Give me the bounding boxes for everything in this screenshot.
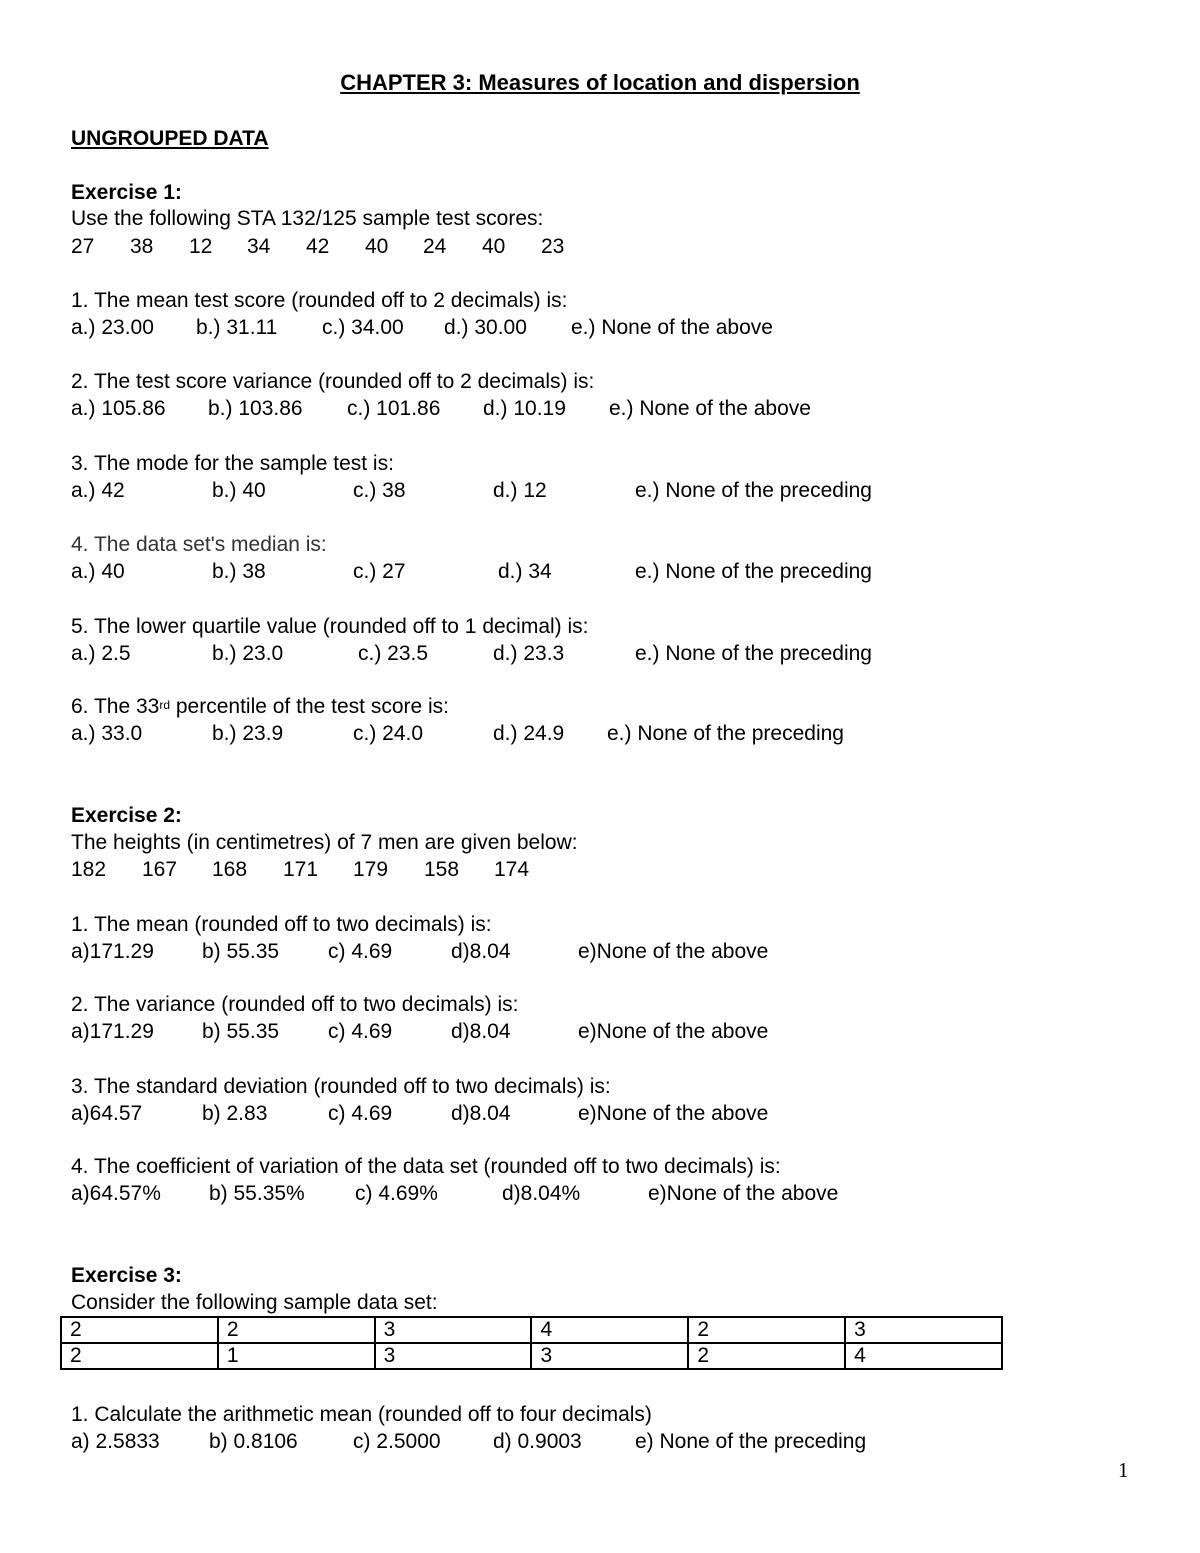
option-e: e)None of the above — [578, 1020, 769, 1043]
table-cell: 2 — [61, 1343, 218, 1369]
option-a: a.) 33.0 — [71, 722, 143, 745]
question-text: 1. Calculate the arithmetic mean (rounded off to four decimals) — [71, 1403, 652, 1426]
option-d: d)8.04 — [451, 940, 511, 963]
option-b: b.) 103.86 — [208, 397, 303, 420]
data-value: 167 — [142, 858, 178, 881]
question-options — [0, 640, 1200, 668]
question-text: 1. The mean (rounded off to two decimals) is: — [71, 913, 492, 936]
option-a: a.) 40 — [71, 560, 125, 583]
data-value: 182 — [71, 858, 107, 881]
option-d: d.) 30.00 — [444, 316, 527, 339]
section-heading: UNGROUPED DATA — [71, 127, 269, 150]
option-c: c.) 38 — [353, 479, 406, 502]
option-a: a)171.29 — [71, 1020, 154, 1043]
data-value: 42 — [306, 235, 330, 258]
option-e: e.) None of the preceding — [635, 560, 872, 583]
option-a: a.) 23.00 — [71, 316, 154, 339]
option-c: c.) 101.86 — [347, 397, 441, 420]
option-d: d.) 23.3 — [493, 642, 565, 665]
option-b: b.) 23.9 — [212, 722, 284, 745]
data-value: 24 — [423, 235, 447, 258]
question-text: 4. The coefficient of variation of the data set (rounded off to two decimals) is: — [71, 1155, 781, 1178]
question-text: 4. The data set's median is: — [71, 533, 327, 556]
question-text-before: 6. The 33 — [71, 695, 160, 718]
option-a: a.) 42 — [71, 479, 125, 502]
exercise3-heading: Exercise 3: — [71, 1264, 182, 1287]
data-value: 23 — [541, 235, 565, 258]
option-d: d)8.04 — [451, 1020, 511, 1043]
table-cell: 2 — [688, 1317, 845, 1343]
question-text-after: percentile of the test score is: — [170, 695, 449, 718]
question-options — [0, 558, 1200, 586]
option-a: a)64.57 — [71, 1102, 143, 1125]
option-a: a.) 105.86 — [71, 397, 166, 420]
option-a: a) 2.5833 — [71, 1430, 160, 1453]
question-options — [0, 395, 1200, 423]
option-a: a)171.29 — [71, 940, 154, 963]
question-text: 2. The variance (rounded off to two decimals) is: — [71, 993, 519, 1016]
table-cell: 3 — [845, 1317, 1002, 1343]
option-b: b) 2.83 — [202, 1102, 268, 1125]
option-e: e)None of the above — [578, 940, 769, 963]
data-value: 40 — [482, 235, 506, 258]
question-text: 5. The lower quartile value (rounded off to 1 decimal) is: — [71, 615, 589, 638]
data-value: 34 — [247, 235, 271, 258]
table-cell: 3 — [375, 1317, 532, 1343]
table-cell: 4 — [531, 1317, 688, 1343]
option-e: e.) None of the preceding — [635, 642, 872, 665]
option-b: b.) 23.0 — [212, 642, 284, 665]
table-cell: 2 — [61, 1317, 218, 1343]
data-value: 171 — [283, 858, 319, 881]
option-b: b.) 31.11 — [196, 316, 278, 339]
data-value: 168 — [212, 858, 248, 881]
exercise2-intro: The heights (in centimetres) of 7 men are given below: — [71, 831, 578, 854]
ordinal-suffix: rd — [159, 698, 171, 712]
option-c: c.) 34.00 — [322, 316, 404, 339]
option-e: e.) None of the preceding — [635, 479, 872, 502]
option-c: c) 4.69 — [328, 1102, 393, 1125]
option-e: e.) None of the above — [609, 397, 811, 420]
option-d: d.) 10.19 — [483, 397, 566, 420]
question-text: 2. The test score variance (rounded off to 2 decimals) is: — [71, 370, 595, 393]
table-cell: 2 — [218, 1317, 375, 1343]
data-value: 158 — [424, 858, 460, 881]
option-c: c.) 24.0 — [353, 722, 424, 745]
table-row — [61, 1317, 1002, 1343]
data-value: 40 — [365, 235, 389, 258]
table-cell: 1 — [218, 1343, 375, 1369]
page-number: 1 — [1118, 1458, 1129, 1482]
question-text — [71, 693, 449, 721]
exercise2-data — [0, 856, 1200, 884]
option-e: e.) None of the preceding — [607, 722, 844, 745]
data-value: 38 — [130, 235, 154, 258]
option-b: b.) 38 — [212, 560, 266, 583]
option-d: d) 0.9003 — [493, 1430, 582, 1453]
option-d: d)8.04 — [451, 1102, 511, 1125]
option-b: b) 0.8106 — [209, 1430, 298, 1453]
option-c: c) 4.69 — [328, 940, 393, 963]
option-c: c) 4.69% — [355, 1182, 438, 1205]
option-a: a)64.57% — [71, 1182, 161, 1205]
option-c: c.) 23.5 — [358, 642, 429, 665]
question-options — [0, 477, 1200, 505]
question-options — [0, 1018, 1200, 1046]
exercise1-heading: Exercise 1: — [71, 181, 182, 204]
sample-data-table — [60, 1316, 1003, 1370]
option-d: d.) 24.9 — [493, 722, 565, 745]
page-title: CHAPTER 3: Measures of location and dispersion — [340, 70, 860, 95]
option-b: b) 55.35 — [202, 940, 280, 963]
question-options — [0, 314, 1200, 342]
table-cell: 3 — [375, 1343, 532, 1369]
question-text: 1. The mean test score (rounded off to 2 decimals) is: — [71, 289, 568, 312]
question-text: 3. The mode for the sample test is: — [71, 452, 394, 475]
table-cell: 4 — [845, 1343, 1002, 1369]
data-value: 179 — [353, 858, 389, 881]
option-b: b.) 40 — [212, 479, 266, 502]
exercise2-heading: Exercise 2: — [71, 804, 182, 827]
exercise1-intro: Use the following STA 132/125 sample test scores: — [71, 207, 544, 230]
exercise1-data — [0, 233, 1200, 261]
option-d: d.) 34 — [498, 560, 552, 583]
question-options — [0, 938, 1200, 966]
option-c: c) 4.69 — [328, 1020, 393, 1043]
option-e: e)None of the above — [648, 1182, 839, 1205]
option-e: e) None of the preceding — [635, 1430, 867, 1453]
option-e: e)None of the above — [578, 1102, 769, 1125]
option-d: d.) 12 — [493, 479, 547, 502]
option-b: b) 55.35 — [202, 1020, 280, 1043]
option-d: d)8.04% — [502, 1182, 581, 1205]
question-text: 3. The standard deviation (rounded off to two decimals) is: — [71, 1075, 611, 1098]
question-options — [0, 720, 1200, 748]
option-c: c.) 27 — [353, 560, 406, 583]
data-value: 12 — [189, 235, 213, 258]
table-row — [61, 1343, 1002, 1369]
question-options — [0, 1100, 1200, 1128]
option-c: c) 2.5000 — [353, 1430, 441, 1453]
data-value: 27 — [71, 235, 95, 258]
question-options — [0, 1180, 1200, 1208]
table-cell: 3 — [531, 1343, 688, 1369]
option-b: b) 55.35% — [209, 1182, 305, 1205]
option-a: a.) 2.5 — [71, 642, 131, 665]
question-options — [0, 1428, 1200, 1456]
table-cell: 2 — [688, 1343, 845, 1369]
exercise3-intro: Consider the following sample data set: — [71, 1291, 438, 1314]
data-value: 174 — [494, 858, 530, 881]
option-e: e.) None of the above — [571, 316, 773, 339]
